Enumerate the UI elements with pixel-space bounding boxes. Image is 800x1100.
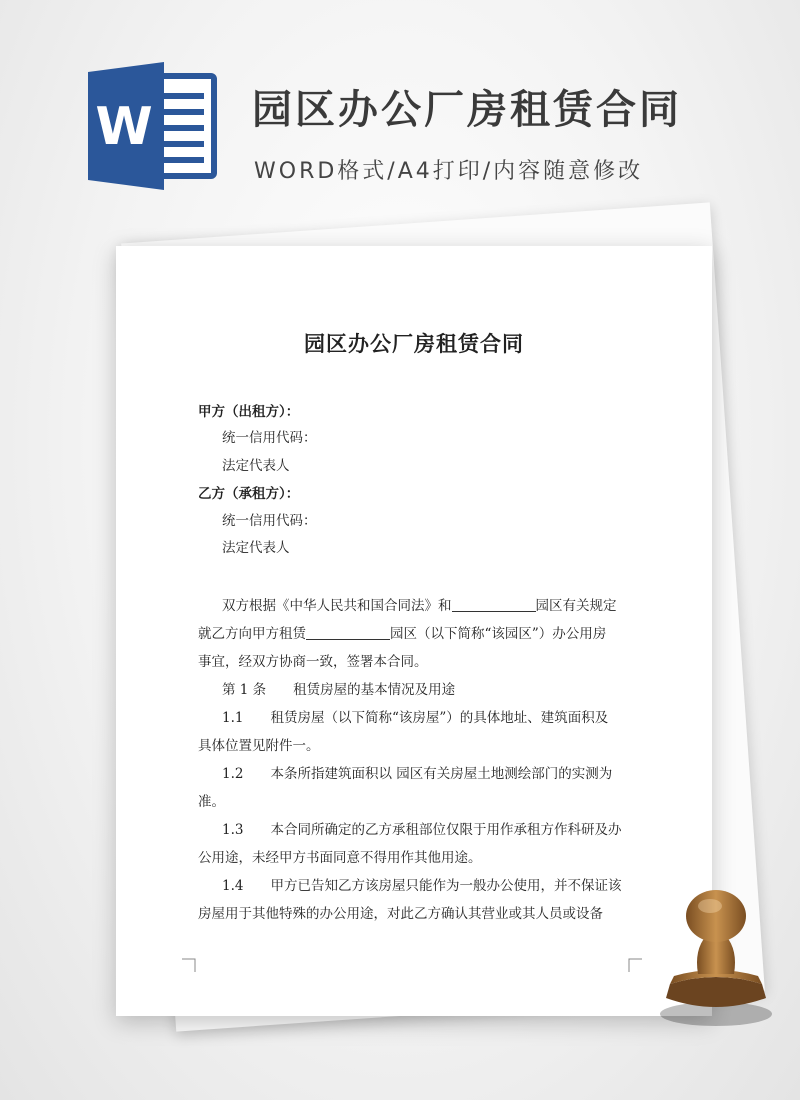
party-a-code: 统一信用代码： xyxy=(222,430,317,446)
party-b-label: 乙方（承租方）： xyxy=(198,486,300,502)
corner-mark-left xyxy=(182,958,196,972)
page-subtitle: WORD格式/A4打印/内容随意修改 xyxy=(254,159,644,184)
party-a-label: 甲方（出租方）： xyxy=(198,404,300,420)
paragraph-1-a: 双方根据《中华人民共和国合同法》和 xyxy=(222,598,452,614)
blank-field xyxy=(452,598,536,612)
corner-mark-right xyxy=(628,958,642,972)
paragraph-1-c: 就乙方向甲方租赁 xyxy=(198,626,306,642)
clause-1-3-line-2: 公用途，未经甲方书面同意不得用作其他用途。 xyxy=(198,850,482,866)
clause-1-4-line-2: 房屋用于其他特殊的办公用途，对此乙方确认其营业或其人员或设备 xyxy=(198,906,603,922)
clause-1-1-line-1: 1.1 租赁房屋（以下简称“该房屋”）的具体地址、建筑面积及 xyxy=(222,710,609,726)
clause-1-4-line-1: 1.4 甲方已告知乙方该房屋只能作为一般办公使用，并不保证该 xyxy=(222,878,622,894)
document-page xyxy=(116,246,712,1016)
page-title: 园区办公厂房租赁合同 xyxy=(252,87,682,133)
clause-1-2-line-2: 准。 xyxy=(198,794,225,810)
document-title: 园区办公厂房租赁合同 xyxy=(304,331,524,356)
word-icon-letter: W xyxy=(95,97,153,157)
clause-1-1-line-2: 具体位置见附件一。 xyxy=(198,738,320,754)
clause-1-2-line-1: 1.2 本条所指建筑面积以 园区有关房屋土地测绘部门的实测为 xyxy=(222,766,613,782)
paragraph-1-line-1 xyxy=(222,594,617,614)
stamp-icon xyxy=(650,880,780,1030)
clause-1-3-line-1: 1.3 本合同所确定的乙方承租部位仅限于用作承租方作科研及办 xyxy=(222,822,622,838)
party-b-code: 统一信用代码： xyxy=(222,513,317,529)
party-a-representative: 法定代表人 xyxy=(222,458,290,474)
paragraph-1-line-3: 事宜，经双方协商一致，签署本合同。 xyxy=(198,654,428,670)
paragraph-1-b: 园区有关规定 xyxy=(535,598,617,614)
party-b-representative: 法定代表人 xyxy=(222,540,290,556)
paragraph-1-line-2 xyxy=(198,622,606,642)
paragraph-1-d: 园区（以下简称“该园区”）办公用房 xyxy=(390,626,607,642)
blank-field xyxy=(306,626,390,640)
article-1-heading: 第 1 条 租赁房屋的基本情况及用途 xyxy=(222,682,456,698)
word-icon xyxy=(88,62,218,190)
